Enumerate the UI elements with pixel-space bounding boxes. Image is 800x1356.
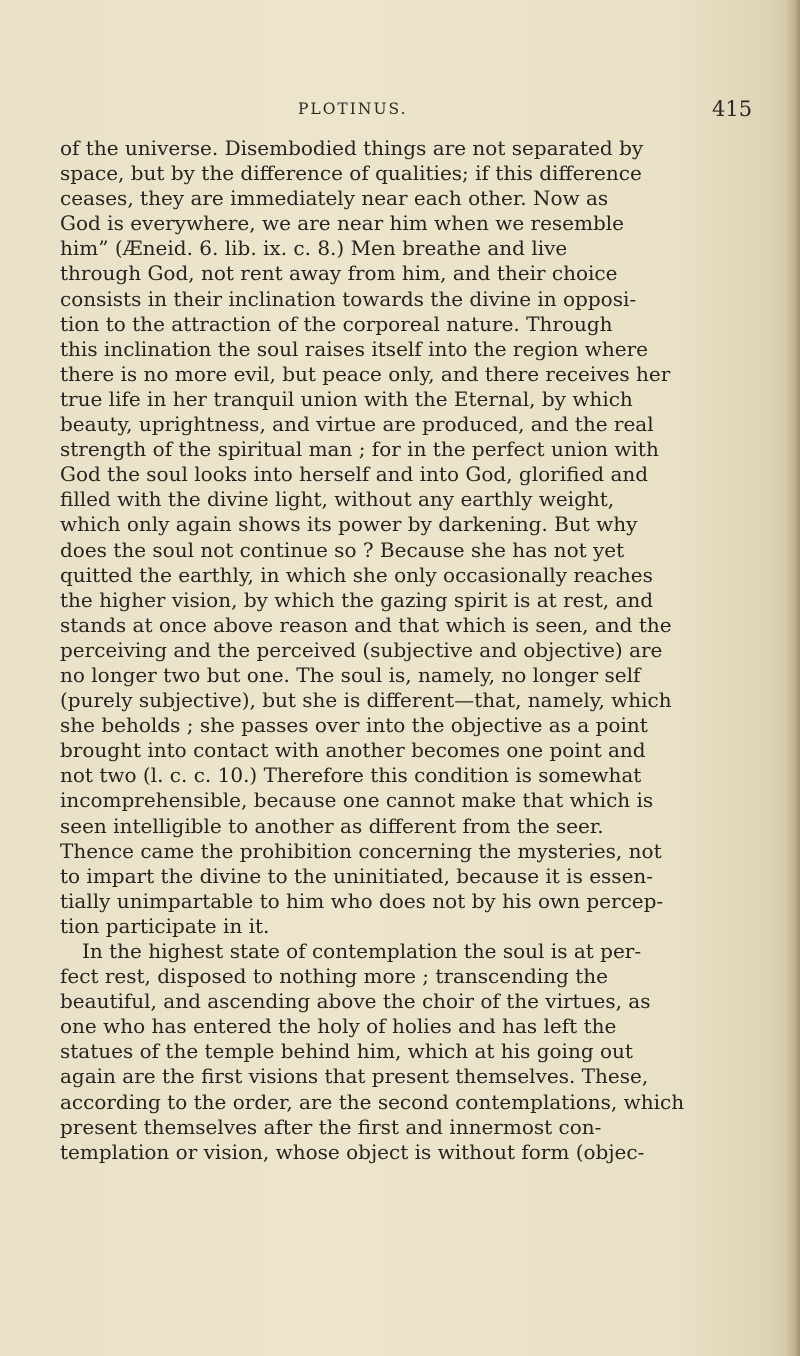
text-line: templation or vision, whose object is without form (objec- xyxy=(60,1139,645,1164)
text-line: no longer two but one. The soul is, namely, no longer self xyxy=(60,662,641,687)
text-line: beautiful, and ascending above the choir of the virtues, as xyxy=(60,989,651,1014)
text-line: present themselves after the first and innermost con- xyxy=(60,1114,602,1139)
text-line: tion participate in it. xyxy=(60,913,270,938)
text-line: quitted the earthly, in which she only occasionally reaches xyxy=(60,562,653,587)
text-line: true life in her tranquil union with the Eternal, by which xyxy=(60,386,633,411)
page-number: 415 xyxy=(712,97,753,121)
text-line: him” (Æneid. 6. lib. ix. c. 8.) Men breathe and live xyxy=(60,236,568,261)
text-line: this inclination the soul raises itself into the region where xyxy=(60,336,648,361)
paragraph-first-line: In the highest state of contemplation the soul is at per- xyxy=(82,939,642,963)
text-line: ceases, they are immediately near each other. Now as xyxy=(60,186,609,211)
text-line: perceiving and the perceived (subjective and objective) are xyxy=(60,637,663,662)
text-line: beauty, uprightness, and virtue are produced, and the real xyxy=(60,412,654,437)
text-line: consists in their inclination towards the divine in opposi- xyxy=(60,286,637,311)
text-line: she beholds ; she passes over into the objective as a point xyxy=(60,713,648,738)
page-header xyxy=(0,97,800,130)
text-line: the higher vision, by which the gazing spirit is at rest, and xyxy=(60,587,654,612)
text-line: God is everywhere, we are near him when we resemble xyxy=(60,211,625,236)
text-line: tially unimpartable to him who does not by his own percep- xyxy=(60,888,664,913)
text-line: to impart the divine to the uninitiated, because it is essen- xyxy=(60,863,654,888)
page-edge-shadow xyxy=(786,0,800,1356)
text-line: does the soul not continue so ? Because she has not yet xyxy=(60,537,625,562)
text-line: filled with the divine light, without any earthly weight, xyxy=(60,487,615,512)
running-head: PLOTINUS. xyxy=(298,100,408,118)
text-line: fect rest, disposed to nothing more ; transcending the xyxy=(60,964,608,989)
text-line: seen intelligible to another as different from the seer. xyxy=(60,813,604,838)
text-line: incomprehensible, because one cannot make that which is xyxy=(60,788,654,813)
text-line: one who has entered the holy of holies and has left the xyxy=(60,1014,617,1039)
text-line: statues of the temple behind him, which at his going out xyxy=(60,1039,633,1064)
text-line: according to the order, are the second contemplations, which xyxy=(60,1089,685,1114)
text-line: again are the first visions that present themselves. These, xyxy=(60,1064,649,1089)
text-line: through God, not rent away from him, and their choice xyxy=(60,261,618,286)
body-text xyxy=(60,136,770,1165)
text-line: space, but by the difference of qualities; if this difference xyxy=(60,161,642,186)
text-line: God the soul looks into herself and into God, glorified and xyxy=(60,462,649,487)
text-line: brought into contact with another becomes one point and xyxy=(60,738,646,763)
text-line: tion to the attraction of the corporeal nature. Through xyxy=(60,311,613,336)
text-line: stands at once above reason and that which is seen, and the xyxy=(60,612,672,637)
text-line: of the universe. Disembodied things are not separated by xyxy=(60,136,644,160)
text-line: strength of the spiritual man ; for in the perfect union with xyxy=(60,437,659,462)
text-line: there is no more evil, but peace only, and there receives her xyxy=(60,361,671,386)
text-line: not two (l. c. c. 10.) Therefore this condition is somewhat xyxy=(60,763,642,788)
text-line: Thence came the prohibition concerning the mysteries, not xyxy=(60,838,662,863)
text-line: (purely subjective), but she is different—that, namely, which xyxy=(60,688,672,713)
text-line: which only again shows its power by darkening. But why xyxy=(60,512,638,537)
